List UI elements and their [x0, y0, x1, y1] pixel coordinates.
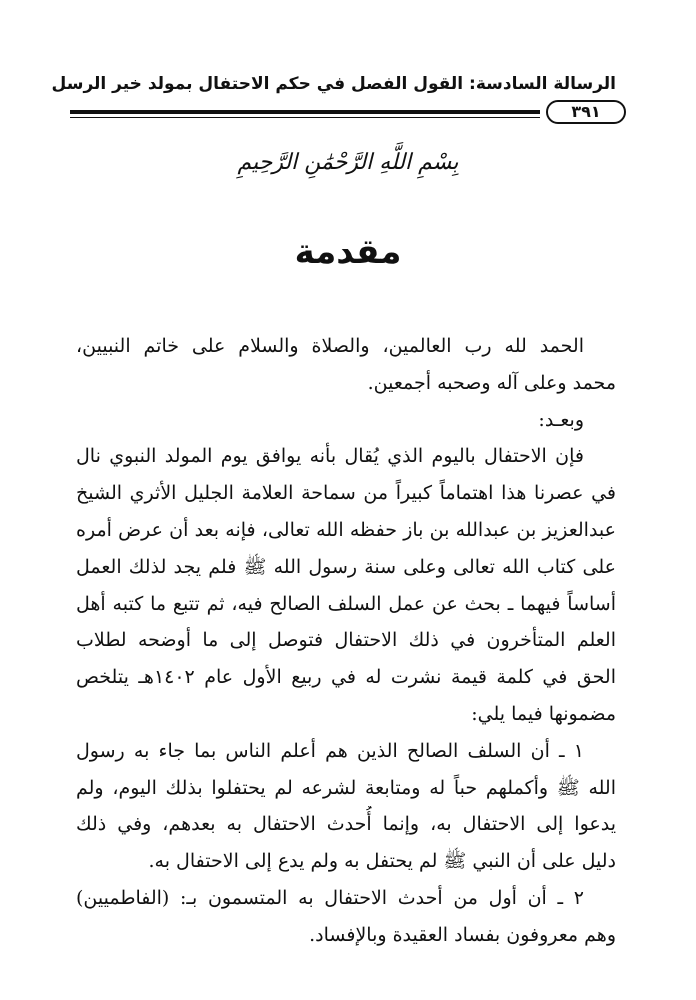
basmala: بِسْمِ اللَّهِ الرَّحْمَٰنِ الرَّحِيمِ	[237, 150, 459, 175]
text-line: عبدالعزيز بن عبدالله بن باز حفظه الله تعالى، فإنه بعد أن عرض أمره	[76, 518, 616, 541]
text-line: الحمد لله رب العالمين، والصلاة والسلام على خاتم النبيين،	[76, 335, 584, 357]
page-number: ٣٩١	[546, 100, 626, 124]
text-line: وبعـد:	[538, 408, 584, 431]
text-line: أساساً فيهما ـ بحث عن عمل السلف الصالح فيه، ثم تتبع ما كتبه أهل	[76, 592, 616, 615]
text-line: الحق في كلمة قيمة نشرت له في ربيع الأول عام ١٤٠٢هـ يتلخص	[76, 666, 616, 689]
text-line: وهم معروفون بفساد العقيدة وبالإفساد.	[309, 923, 616, 946]
text-line: في عصرنا هذا اهتماماً كبيراً من سماحة العلامة الجليل الأثري الشيخ	[76, 482, 616, 505]
text-line: الله ﷺ وأكملهم حباً له ومتابعة لشرعه لم يحتفلوا بذلك اليوم، ولم	[76, 776, 616, 799]
running-header-title: الرسالة السادسة: القول الفصل في حكم الاحتفال بمولد خير الرسل	[51, 74, 616, 94]
header-rule-thin	[70, 117, 540, 118]
text-line: على كتاب الله تعالى وعلى سنة رسول الله ﷺ فلم يجد لذلك العمل	[76, 555, 616, 578]
text-line: دليل على أن النبي ﷺ لم يحتفل به ولم يدع إلى الاحتفال به.	[148, 850, 616, 873]
text-line: يدعوا إلى الاحتفال به، وإنما أُحدث الاحتفال به بعدهم، وفي ذلك	[76, 813, 616, 836]
text-line: العلم المتأخرون في ذلك الاحتفال فتوصل إلى ما أوضحه لطلاب	[76, 629, 616, 652]
body-text	[76, 328, 616, 954]
text-line: محمد وعلى آله وصحبه أجمعين.	[367, 371, 616, 394]
header-rule	[70, 110, 540, 114]
header-rule-row	[70, 100, 626, 126]
section-title: مقدمة	[294, 232, 402, 272]
text-line: ٢ ـ أن أول من أحدث الاحتفال به المتسمون بـ: (الفاطميين)	[76, 886, 584, 909]
text-line: ١ ـ أن السلف الصالح الذين هم أعلم الناس بما جاء به رسول	[76, 739, 584, 762]
text-line: مضمونها فيما يلي:	[471, 702, 616, 725]
text-line: فإن الاحتفال باليوم الذي يُقال بأنه يوافق يوم المولد النبوي نال	[76, 445, 584, 468]
